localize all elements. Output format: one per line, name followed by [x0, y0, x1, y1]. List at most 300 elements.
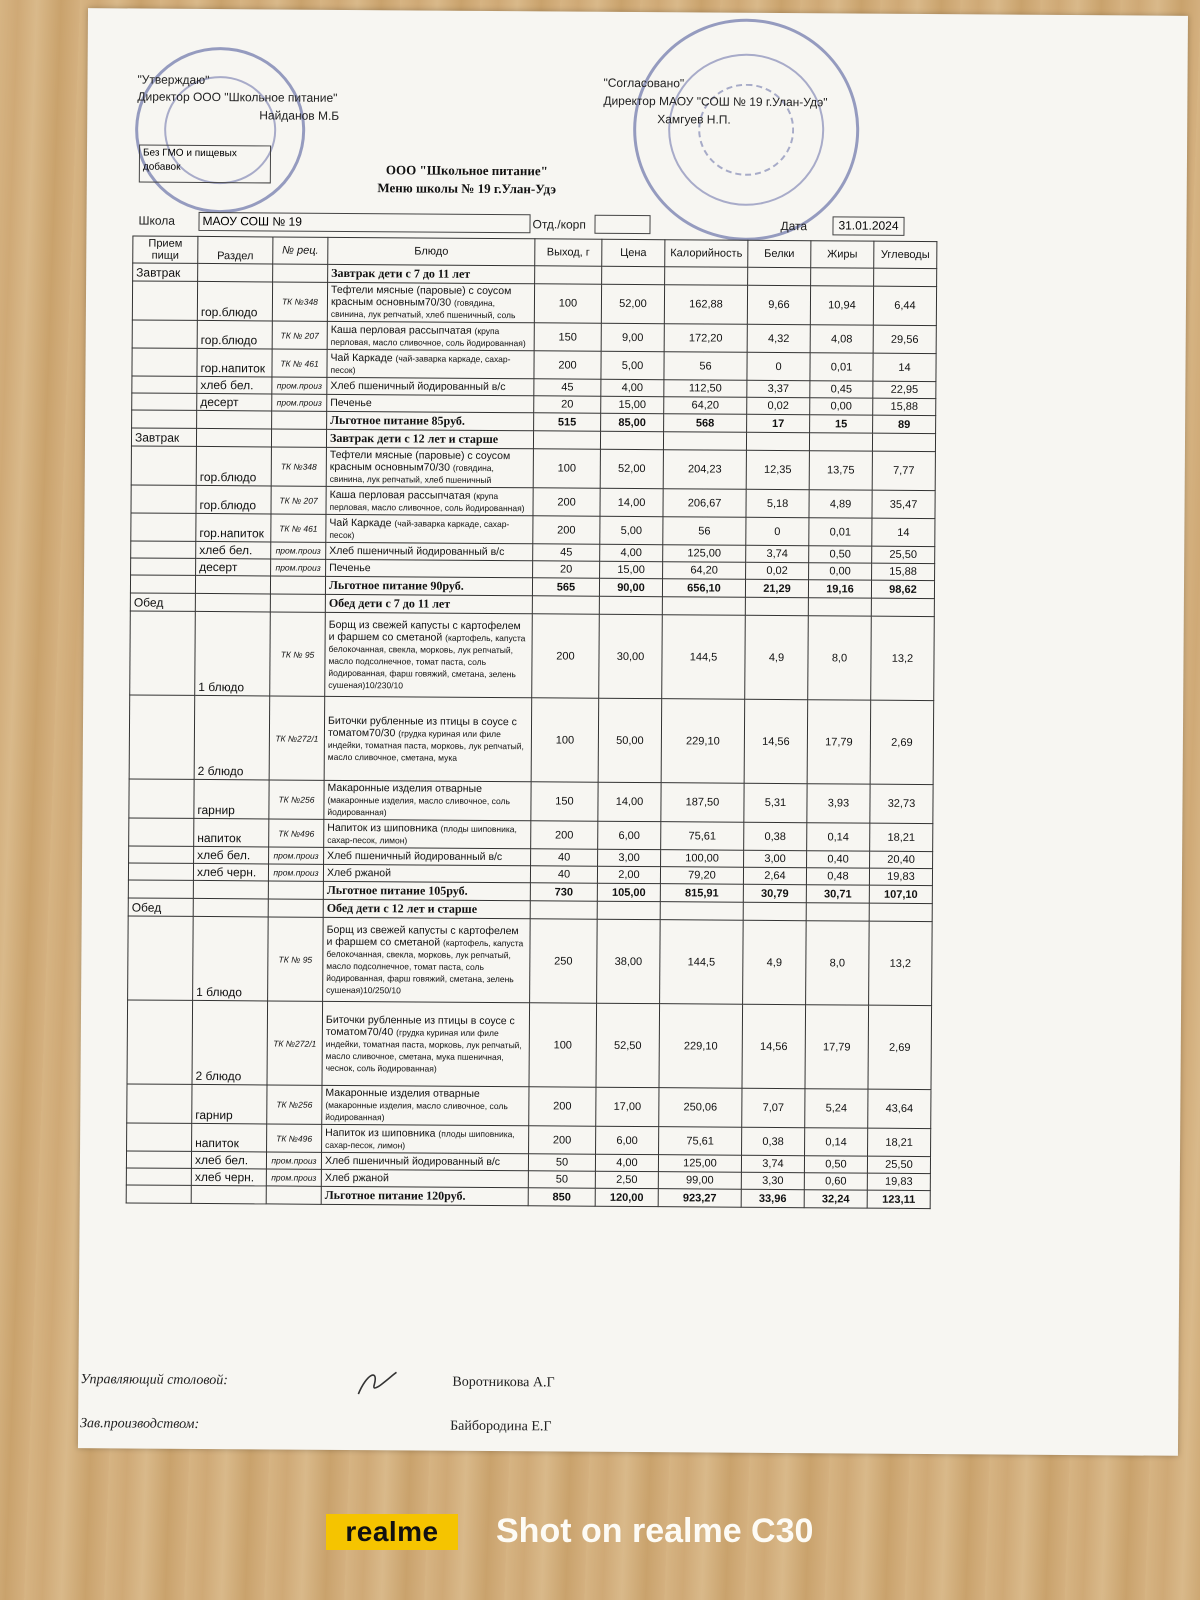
value-kcal: 187,50 — [661, 783, 744, 823]
dish-name: Хлеб пшеничный йодированный в/с — [324, 1154, 501, 1169]
dish-name: Печенье — [329, 561, 371, 575]
dish-name: Чай Каркаде — [329, 516, 392, 529]
value-price: 5,00 — [601, 351, 664, 379]
value-c: 18,21 — [870, 823, 933, 851]
dish-name: Каша перловая рассыпчатая — [330, 323, 472, 337]
value-kcal: 144,5 — [662, 615, 746, 700]
total-f: 19,16 — [808, 580, 871, 598]
value-price: 14,00 — [600, 488, 663, 516]
section-name: десерт — [197, 393, 272, 411]
section-name: десерт — [196, 558, 271, 576]
value-out: 150 — [534, 323, 601, 351]
value-p: 4,9 — [743, 920, 807, 1004]
total-price: 90,00 — [599, 578, 662, 596]
value-kcal: 172,20 — [664, 324, 747, 353]
dish-name: Хлеб пшеничный йодированный в/с — [330, 379, 506, 394]
value-kcal: 64,20 — [664, 397, 747, 415]
section-name: напиток — [192, 1123, 267, 1152]
section-name: хлеб бел. — [191, 1151, 266, 1169]
value-price: 4,00 — [601, 379, 664, 396]
dish-cell — [327, 349, 534, 378]
recipe-number: ТК № 95 — [268, 917, 324, 1001]
value-price: 52,00 — [600, 449, 663, 488]
value-c: 25,50 — [872, 546, 935, 563]
section-name: гор.напиток — [196, 513, 271, 542]
value-kcal: 206,67 — [663, 489, 746, 518]
recipe-number: пром.произ — [272, 377, 327, 394]
value-f: 0,60 — [804, 1173, 867, 1190]
value-kcal: 250,06 — [659, 1088, 742, 1128]
menu-item-row — [128, 916, 933, 1006]
meal-name: Завтрак — [131, 428, 196, 446]
value-f: 0,45 — [810, 381, 873, 398]
dish-name: Макаронные изделия отварные — [325, 1086, 480, 1100]
value-f: 8,0 — [806, 921, 870, 1005]
value-p: 0,02 — [747, 397, 810, 414]
value-c: 19,83 — [869, 868, 932, 885]
dish-cell — [327, 282, 534, 322]
value-p: 3,74 — [741, 1155, 804, 1172]
recipe-number: ТК № 95 — [270, 612, 326, 696]
section-name: гарнир — [192, 1084, 267, 1124]
dish-name: Напиток из шиповника — [325, 1126, 436, 1140]
dish-cell — [321, 1169, 528, 1187]
manager-name: Воротникова А.Г — [452, 1374, 555, 1391]
dish-cell — [326, 559, 533, 577]
dish-ingredients: (грудка куриная или филе индейки, томатная паста, морковь, лук репчатый, масло сливочное, сметана, мука пшеничная, чеснок, соль йодированная) — [325, 1026, 522, 1074]
dish-cell — [324, 819, 531, 848]
value-p: 4,9 — [745, 615, 809, 699]
school-seal-stamp — [632, 18, 860, 242]
column-header: Раздел — [198, 236, 273, 264]
recipe-number: пром.произ — [272, 394, 327, 411]
section-name: хлеб бел. — [194, 846, 269, 864]
recipe-number: пром.произ — [271, 542, 326, 559]
manager-label: Управляющий столовой: — [80, 1372, 228, 1389]
value-out: 200 — [531, 821, 598, 849]
value-kcal: 125,00 — [663, 545, 746, 563]
value-out: 50 — [528, 1171, 595, 1188]
value-out: 200 — [529, 1087, 596, 1126]
value-p: 14,56 — [744, 699, 808, 783]
dish-name: Борщ из свежей капусты с картофелем и фаршем со сметаной — [326, 923, 519, 949]
dish-cell — [326, 514, 533, 543]
value-f: 8,0 — [808, 616, 872, 700]
section-name: гор.блюдо — [196, 485, 271, 514]
value-out: 100 — [533, 449, 600, 488]
menu-item-row — [131, 446, 935, 491]
value-price: 2,00 — [597, 866, 660, 883]
dish-name: Чай Каркаде — [330, 351, 393, 364]
value-p: 9,66 — [747, 285, 810, 324]
total-p: 17 — [747, 414, 810, 432]
column-header: Прием пищи — [133, 236, 198, 263]
meal-name: Обед — [128, 898, 193, 916]
total-p: 30,79 — [743, 884, 806, 902]
dish-ingredients: (чай-заварка каркаде, сахар-песок) — [329, 517, 510, 540]
group-title: Обед дети с 7 до 11 лет — [325, 594, 532, 613]
value-price: 30,00 — [599, 614, 663, 698]
value-kcal: 100,00 — [661, 850, 744, 868]
dish-cell — [324, 847, 531, 865]
value-f: 0,14 — [807, 823, 870, 851]
value-f: 0,01 — [810, 353, 873, 381]
doc-title-menu: Меню школы № 19 г.Улан-Удэ — [377, 180, 557, 197]
section-name: напиток — [194, 818, 269, 847]
value-price: 2,50 — [595, 1171, 658, 1188]
value-price: 38,00 — [597, 919, 661, 1003]
value-kcal: 112,50 — [664, 380, 747, 398]
realme-logo: realme — [326, 1514, 458, 1550]
value-price: 14,00 — [598, 782, 661, 821]
value-c: 20,40 — [870, 851, 933, 868]
section-name: гор.блюдо — [196, 446, 271, 486]
section-name: гор.напиток — [197, 348, 272, 377]
dish-cell — [321, 1152, 528, 1170]
dish-cell — [324, 780, 531, 820]
dish-ingredients: (крупа перловая, масло сливочное, соль йодированная) — [330, 325, 526, 348]
total-price: 120,00 — [595, 1188, 658, 1206]
value-out: 150 — [531, 782, 598, 821]
dish-ingredients: (плоды шиповника, сахар-песок, лимон) — [327, 823, 517, 845]
dept-label: Отд./корп — [532, 217, 586, 232]
value-f: 0,14 — [805, 1128, 868, 1156]
value-c: 32,73 — [870, 784, 933, 823]
dish-ingredients: (говядина, свинина, лук репчатый, хлеб пшеничный, соль — [330, 297, 516, 321]
total-f: 15 — [810, 415, 873, 433]
value-c: 22,95 — [873, 381, 936, 398]
value-p: 3,30 — [741, 1172, 804, 1189]
dish-cell — [322, 1124, 529, 1153]
section-name: хлеб бел. — [197, 376, 272, 394]
value-f: 0,40 — [807, 851, 870, 868]
value-kcal: 56 — [664, 352, 747, 381]
dish-ingredients: (чай-заварка каркаде, сахар-песок) — [330, 352, 511, 375]
value-out: 40 — [530, 866, 597, 883]
total-kcal: 923,27 — [658, 1189, 741, 1208]
value-p: 3,74 — [746, 545, 809, 562]
value-price: 6,00 — [598, 821, 661, 849]
value-out: 250 — [530, 919, 598, 1003]
value-p: 3,37 — [747, 380, 810, 397]
value-f: 0,01 — [809, 518, 872, 546]
agree-name: Хамгуев Н.П. — [657, 112, 731, 127]
total-price: 105,00 — [597, 883, 660, 901]
dish-name: Каша перловая рассыпчатая — [329, 488, 471, 502]
value-price: 17,00 — [596, 1087, 659, 1126]
value-price: 4,00 — [600, 544, 663, 561]
column-header: Цена — [602, 239, 665, 266]
menu-document — [78, 8, 1188, 1456]
column-header: Калорийность — [665, 240, 748, 268]
total-kcal: 815,91 — [660, 884, 743, 903]
value-kcal: 204,23 — [663, 450, 746, 490]
section-name: 2 блюдо — [192, 1000, 268, 1085]
value-out: 100 — [529, 1003, 597, 1087]
value-p: 0,02 — [746, 562, 809, 579]
dish-cell — [323, 917, 531, 1002]
total-kcal: 656,10 — [662, 579, 745, 598]
dish-cell — [327, 394, 534, 412]
value-out: 200 — [532, 614, 600, 698]
value-p: 0,38 — [742, 1127, 805, 1155]
value-f: 0,00 — [809, 563, 872, 580]
value-c: 6,44 — [873, 286, 936, 325]
approve-name: Найданов М.Б — [259, 108, 340, 123]
dish-name: Хлеб пшеничный йодированный в/с — [329, 544, 505, 559]
meal-name: Обед — [130, 593, 195, 611]
dish-ingredients: (говядина, свинина, лук репчатый, хлеб пшеничный — [329, 462, 494, 485]
dish-cell — [327, 321, 534, 350]
value-out: 40 — [531, 849, 598, 866]
dish-name: Биточки рубленные из птицы в соусе с томатом70/40 — [325, 1013, 515, 1038]
value-kcal: 99,00 — [658, 1172, 741, 1190]
value-kcal: 229,10 — [661, 699, 745, 784]
recipe-number: ТК №348 — [272, 282, 327, 321]
menu-table — [126, 235, 938, 1209]
total-out: 565 — [532, 578, 599, 596]
menu-item-row — [132, 281, 936, 326]
dish-cell — [323, 864, 530, 882]
value-price: 5,00 — [600, 516, 663, 544]
value-c: 14 — [873, 353, 936, 381]
value-c: 25,50 — [867, 1156, 930, 1173]
dish-ingredients: (плоды шиповника, сахар-песок, лимон) — [325, 1128, 515, 1150]
value-p: 5,18 — [746, 489, 809, 517]
value-p: 0 — [746, 517, 809, 545]
column-header: № рец. — [273, 237, 328, 264]
value-out: 45 — [534, 379, 601, 396]
value-out: 100 — [534, 284, 601, 323]
total-kcal: 568 — [664, 414, 747, 433]
school-label: Школа — [138, 213, 176, 228]
total-label: Льготное питание 120руб. — [321, 1186, 528, 1205]
value-kcal: 229,10 — [659, 1004, 743, 1089]
value-f: 17,79 — [805, 1005, 869, 1089]
group-title: Обед дети с 12 лет и старше — [323, 899, 530, 918]
signature-scribble — [352, 1366, 402, 1400]
value-f: 5,24 — [805, 1089, 868, 1128]
dish-name: Биточки рубленные из птицы в соусе с томатом70/30 — [327, 714, 517, 739]
dish-cell — [325, 612, 533, 697]
agree-line1: "Согласовано" — [603, 75, 685, 91]
value-p: 4,32 — [747, 324, 810, 352]
column-header: Белки — [748, 240, 811, 267]
dish-name: Тефтели мясные (паровые) с соусом красным основным70/30 — [330, 283, 512, 309]
dish-ingredients: (макаронные изделия, масло сливочное, соль йодированная) — [327, 794, 510, 818]
value-out: 45 — [533, 544, 600, 561]
recipe-number: ТК № 461 — [271, 514, 326, 542]
dish-name: Хлеб ржаной — [324, 1171, 389, 1185]
recipe-number: ТК №256 — [269, 780, 324, 819]
dish-cell — [326, 542, 533, 560]
dish-ingredients: (картофель, капуста белокочанная, свекла, морковь, лук репчатый, масло подсолнечное, томат паста, соль йодированная, фарш говяжий, сметана, зелень сушеная)10/250/10 — [326, 937, 524, 995]
section-name: хлеб бел. — [196, 541, 271, 559]
section-name: хлеб черн. — [193, 863, 268, 881]
value-out: 200 — [534, 351, 601, 379]
column-header: Углеводы — [874, 241, 937, 268]
value-p: 14,56 — [742, 1004, 806, 1088]
recipe-number: ТК № 461 — [272, 349, 327, 377]
value-out: 100 — [531, 698, 599, 782]
value-f: 13,75 — [809, 451, 872, 490]
column-header: Блюдо — [328, 237, 535, 265]
agree-line2: Директор МАОУ "СОШ № 19 г.Улан-Удэ" — [603, 93, 828, 110]
value-price: 9,00 — [601, 323, 664, 351]
dish-name: Напиток из шиповника — [327, 821, 438, 835]
value-price: 4,00 — [595, 1154, 658, 1171]
recipe-number: пром.произ — [266, 1169, 321, 1186]
value-f: 3,93 — [807, 784, 870, 823]
group-title: Завтрак дети с 12 лет и старше — [326, 429, 533, 448]
total-f: 32,24 — [804, 1190, 867, 1208]
value-kcal: 56 — [663, 517, 746, 546]
value-out: 20 — [534, 396, 601, 413]
value-price: 52,00 — [601, 284, 664, 323]
value-p: 0,38 — [744, 822, 807, 850]
value-c: 15,88 — [873, 398, 936, 415]
value-out: 200 — [529, 1126, 596, 1154]
section-name: гор.блюдо — [197, 320, 272, 349]
company-seal-stamp — [135, 46, 306, 213]
menu-item-row — [127, 1084, 931, 1129]
recipe-number: ТК №348 — [271, 447, 326, 486]
dish-ingredients: (грудка куриная или филе индейки, томатная паста, морковь, лук репчатый, масло сливочное, сметана, мука — [327, 727, 524, 763]
value-p: 7,07 — [742, 1088, 805, 1127]
section-name: 2 блюдо — [194, 695, 270, 780]
value-out: 200 — [533, 488, 600, 516]
no-gmo-note: Без ГМО и пищевых добавок — [139, 145, 271, 184]
total-p: 21,29 — [745, 579, 808, 597]
recipe-number: ТК № 207 — [271, 486, 326, 514]
value-price: 50,00 — [598, 698, 662, 782]
total-label: Льготное питание 85руб. — [327, 411, 534, 430]
date-label: Дата — [780, 219, 808, 234]
dish-cell — [326, 447, 533, 487]
value-p: 0 — [747, 352, 810, 380]
value-c: 15,88 — [872, 563, 935, 580]
group-title: Завтрак дети с 7 до 11 лет — [328, 264, 535, 283]
approve-line1: "Утверждаю" — [137, 72, 210, 88]
total-label: Льготное питание 90руб. — [325, 576, 532, 595]
value-out: 50 — [528, 1154, 595, 1171]
section-name: хлеб черн. — [191, 1168, 266, 1186]
value-kcal: 162,88 — [664, 285, 747, 325]
total-out: 515 — [534, 413, 601, 431]
dish-cell — [322, 1001, 530, 1086]
value-f: 17,79 — [807, 700, 871, 784]
value-p: 3,00 — [744, 850, 807, 867]
value-c: 14 — [872, 518, 935, 546]
value-f: 10,94 — [810, 286, 873, 325]
value-kcal: 144,5 — [660, 920, 744, 1005]
dish-cell — [327, 377, 534, 395]
value-c: 13,2 — [871, 616, 935, 700]
dish-cell — [322, 1085, 529, 1125]
value-c: 18,21 — [868, 1128, 931, 1156]
total-f: 30,71 — [806, 885, 869, 903]
total-out: 850 — [528, 1188, 595, 1206]
value-f: 4,89 — [809, 490, 872, 518]
value-c: 2,69 — [870, 700, 934, 784]
value-price: 52,50 — [596, 1003, 660, 1087]
dish-cell — [326, 486, 533, 515]
dept-field — [594, 215, 650, 234]
recipe-number: пром.произ — [271, 559, 326, 576]
recipe-number: ТК №272/1 — [269, 696, 325, 780]
dish-ingredients: (крупа перловая, масло сливочное, соль йодированная) — [329, 490, 525, 513]
value-price: 6,00 — [596, 1126, 659, 1154]
value-f: 0,00 — [810, 398, 873, 415]
prod-name: Байбородина Е.Г — [450, 1418, 552, 1435]
total-label: Льготное питание 105руб. — [323, 881, 530, 900]
total-price: 85,00 — [601, 413, 664, 431]
total-c: 107,10 — [869, 885, 932, 903]
dish-cell — [324, 696, 532, 781]
column-header: Жиры — [811, 241, 874, 268]
value-kcal: 64,20 — [663, 562, 746, 580]
recipe-number: пром.произ — [268, 864, 323, 881]
menu-item-row — [129, 779, 933, 824]
value-f: 0,50 — [804, 1156, 867, 1173]
value-f: 4,08 — [810, 325, 873, 353]
recipe-number: пром.произ — [266, 1152, 321, 1169]
value-kcal: 75,61 — [661, 822, 744, 851]
total-c: 89 — [873, 415, 936, 433]
value-c: 43,64 — [868, 1089, 931, 1128]
value-c: 2,69 — [868, 1005, 932, 1089]
total-out: 730 — [530, 883, 597, 901]
value-c: 7,77 — [872, 451, 935, 490]
recipe-number: ТК № 207 — [272, 321, 327, 349]
recipe-number: ТК №272/1 — [267, 1001, 323, 1085]
value-kcal: 79,20 — [660, 867, 743, 885]
dish-name: Борщ из свежей капусты с картофелем и фаршем со сметаной — [328, 618, 521, 644]
dish-name: Хлеб пшеничный йодированный в/с — [327, 849, 503, 864]
value-f: 0,48 — [806, 868, 869, 885]
camera-watermark: Shot on realme C30 — [496, 1512, 814, 1550]
menu-item-row — [129, 695, 934, 785]
recipe-number: ТК №496 — [267, 1124, 322, 1152]
value-c: 35,47 — [872, 490, 935, 518]
approve-line2: Директор ООО "Школьное питание" — [137, 89, 338, 105]
meal-name: Завтрак — [133, 263, 198, 281]
menu-item-row — [127, 1000, 932, 1090]
section-name: гарнир — [194, 779, 269, 819]
value-p: 12,35 — [746, 450, 809, 489]
column-header: Выход, г — [535, 239, 602, 266]
dish-name: Макаронные изделия отварные — [327, 781, 482, 795]
value-p: 5,31 — [744, 783, 807, 822]
value-c: 29,56 — [873, 325, 936, 353]
section-name: гор.блюдо — [197, 281, 272, 321]
value-price: 15,00 — [601, 396, 664, 413]
value-out: 200 — [533, 516, 600, 544]
dish-name: Печенье — [330, 396, 372, 410]
total-p: 33,96 — [741, 1189, 804, 1207]
menu-item-row — [130, 611, 935, 701]
value-price: 15,00 — [600, 561, 663, 578]
value-out: 20 — [533, 561, 600, 578]
recipe-number: ТК №496 — [269, 819, 324, 847]
section-name: 1 блюдо — [195, 611, 271, 696]
dish-ingredients: (макаронные изделия, масло сливочное, соль йодированная) — [325, 1099, 508, 1123]
doc-title-org: ООО "Школьное питание" — [385, 162, 548, 179]
value-p: 2,64 — [743, 867, 806, 884]
dish-ingredients: (картофель, капуста белокочанная, свекла, морковь, лук репчатый, масло подсолнечное, томат паста, соль йодированная, фарш говяжий, сметана, зелень сушеная)10/230/10 — [328, 632, 526, 690]
value-f: 0,50 — [809, 546, 872, 563]
dish-name: Тефтели мясные (паровые) с соусом красным основным70/30 — [329, 448, 511, 474]
